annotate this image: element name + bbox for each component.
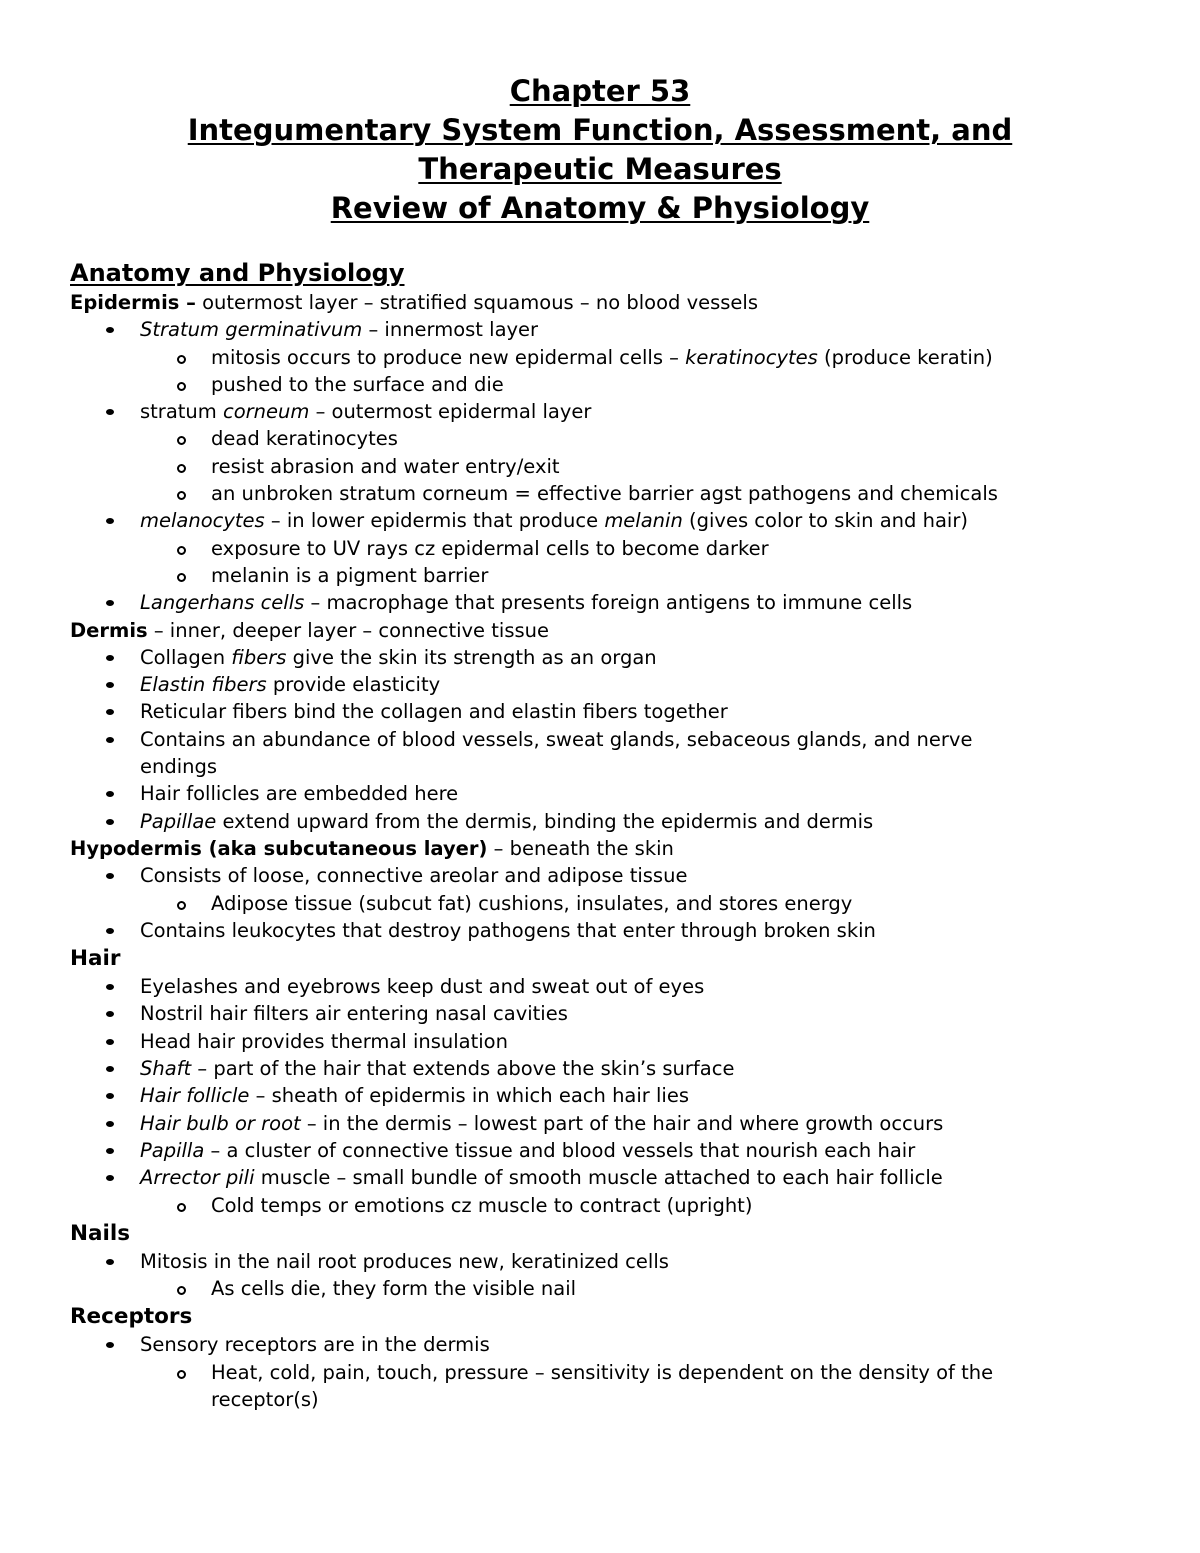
bullet-icon (106, 600, 114, 606)
dermis-label: Dermis (70, 618, 148, 642)
list-item: Reticular fibers bind the collagen and elastin fibers together (70, 698, 1180, 725)
list-item: Sensory receptors are in the dermis (70, 1331, 1180, 1358)
list-item: Papillae extend upward from the dermis, binding the epidermis and dermis (70, 808, 1180, 835)
list-item: Papilla – a cluster of connective tissue and blood vessels that nourish each hair (70, 1137, 1180, 1164)
sub-list-item: dead keratinocytes (70, 425, 1180, 452)
bullet-icon (106, 1093, 114, 1099)
bullet-icon (106, 737, 114, 743)
list-item: Langerhans cells – macrophage that presents foreign antigens to immune cells (70, 589, 1180, 616)
sub-list-item: resist abrasion and water entry/exit (70, 453, 1180, 480)
bullet-icon (106, 1039, 114, 1045)
list-item: Eyelashes and eyebrows keep dust and sweat out of eyes (70, 973, 1180, 1000)
main-title-line1: Integumentary System Function, Assessment, and (187, 113, 1013, 147)
hollow-bullet-icon (177, 355, 186, 364)
bullet-icon (106, 928, 114, 934)
epidermis-heading: Epidermis – outermost layer – stratified squamous – no blood vessels (70, 291, 759, 314)
bullet-icon (106, 682, 114, 688)
bullet-icon (106, 1175, 114, 1181)
bullet-icon (106, 873, 114, 879)
sub-list-item: exposure to UV rays cz epidermal cells to become darker (70, 535, 1180, 562)
list-item: Hair follicle – sheath of epidermis in which each hair lies (70, 1082, 1180, 1109)
hypodermis-label: Hypodermis (aka subcutaneous layer) (70, 836, 488, 860)
hollow-bullet-icon (177, 491, 186, 500)
bullet-icon (106, 518, 114, 524)
sub-list-item: Adipose tissue (subcut fat) cushions, insulates, and stores energy (70, 890, 1180, 917)
dermis-heading: Dermis – inner, deeper layer – connective tissue (70, 618, 549, 642)
bullet-icon (106, 327, 114, 333)
bullet-icon (106, 1148, 114, 1154)
list-item: Mitosis in the nail root produces new, keratinized cells (70, 1248, 1180, 1275)
bullet-icon (106, 1259, 114, 1265)
hollow-bullet-icon (177, 901, 186, 910)
bullet-icon (106, 655, 114, 661)
list-item: Shaft – part of the hair that extends above the skin’s surface (70, 1055, 1180, 1082)
bullet-icon (106, 409, 114, 415)
title-block (0, 72, 1200, 228)
sub-list-item: mitosis occurs to produce new epidermal cells – keratinocytes (produce keratin) (70, 344, 1180, 371)
bullet-icon (106, 1121, 114, 1127)
hollow-bullet-icon (177, 573, 186, 582)
main-title-line2: Therapeutic Measures (418, 152, 782, 186)
list-item: Arrector pili muscle – small bundle of smooth muscle attached to each hair follicle (70, 1164, 1180, 1191)
nails-heading: Nails (70, 1220, 131, 1246)
hollow-bullet-icon (177, 1370, 186, 1379)
hypodermis-heading: Hypodermis (aka subcutaneous layer) – beneath the skin (70, 836, 674, 860)
list-item: Nostril hair filters air entering nasal cavities (70, 1000, 1180, 1027)
list-item: Stratum germinativum – innermost layer (70, 316, 1180, 343)
sub-list-item: Heat, cold, pain, touch, pressure – sensitivity is dependent on the density of the (70, 1359, 1180, 1386)
bullet-icon (106, 1066, 114, 1072)
hollow-bullet-icon (177, 546, 186, 555)
bullet-icon (106, 709, 114, 715)
chapter-title: Chapter 53 (509, 74, 691, 108)
bullet-icon (106, 1342, 114, 1348)
list-item: Hair follicles are embedded here (70, 780, 1180, 807)
hollow-bullet-icon (177, 382, 186, 391)
sub-list-item: melanin is a pigment barrier (70, 562, 1180, 589)
list-item: Elastin fibers provide elasticity (70, 671, 1180, 698)
sub-list-item: Cold temps or emotions cz muscle to contract (upright) (70, 1192, 1180, 1219)
section-title: Anatomy and Physiology (70, 259, 405, 287)
receptors-heading: Receptors (70, 1304, 193, 1330)
bullet-icon (106, 1011, 114, 1017)
hollow-bullet-icon (177, 464, 186, 473)
sub-list-item: As cells die, they form the visible nail (70, 1275, 1180, 1302)
list-item: melanocytes – in lower epidermis that produce melanin (gives color to skin and hair) (70, 507, 1180, 534)
list-item: stratum corneum – outermost epidermal layer (70, 398, 1180, 425)
list-item: Contains leukocytes that destroy pathogens that enter through broken skin (70, 917, 1180, 944)
subtitle: Review of Anatomy & Physiology (330, 191, 870, 225)
list-item: Head hair provides thermal insulation (70, 1028, 1180, 1055)
sub-list-item-continuation: receptor(s) (211, 1387, 319, 1411)
list-item: Collagen fibers give the skin its strength as an organ (70, 644, 1180, 671)
list-item: Contains an abundance of blood vessels, sweat glands, sebaceous glands, and nerve (70, 726, 1180, 753)
hollow-bullet-icon (177, 1286, 186, 1295)
epidermis-label: Epidermis – (70, 291, 196, 314)
notes-body (70, 257, 1180, 1413)
bullet-icon (106, 984, 114, 990)
bullet-icon (106, 819, 114, 825)
bullet-icon (106, 791, 114, 797)
list-item-continuation: endings (140, 755, 218, 779)
sub-list-item: pushed to the surface and die (70, 371, 1180, 398)
hollow-bullet-icon (177, 1203, 186, 1212)
hair-heading: Hair (70, 946, 121, 972)
list-item: Hair bulb or root – in the dermis – lowest part of the hair and where growth occurs (70, 1110, 1180, 1137)
hollow-bullet-icon (177, 436, 186, 445)
list-item: Consists of loose, connective areolar and adipose tissue (70, 862, 1180, 889)
sub-list-item: an unbroken stratum corneum = effective barrier agst pathogens and chemicals (70, 480, 1180, 507)
